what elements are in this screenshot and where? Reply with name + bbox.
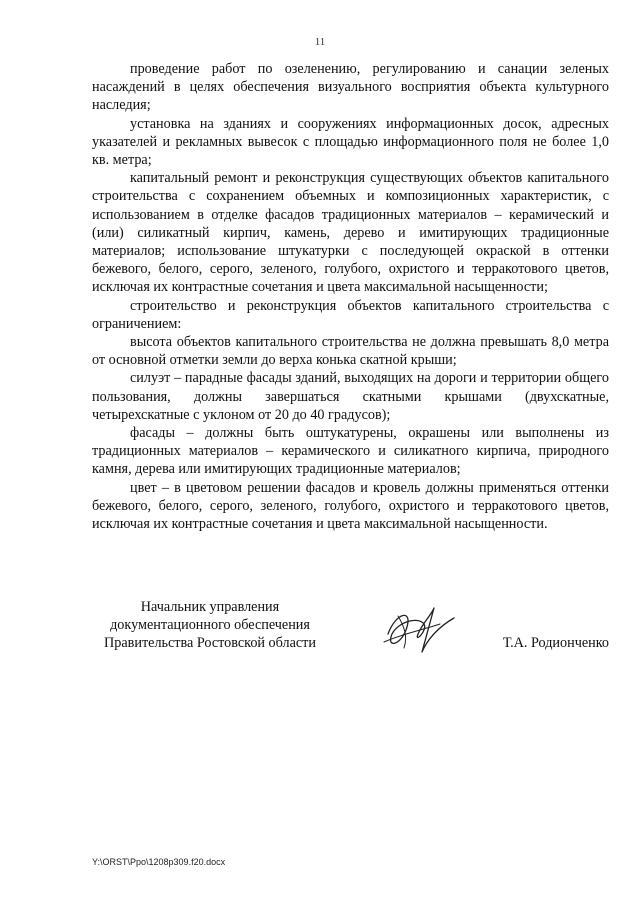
handwritten-signature xyxy=(378,604,460,656)
signer-position-line: Начальник управления xyxy=(140,599,280,615)
signer-position xyxy=(92,598,328,653)
paragraph: проведение работ по озеленению, регулированию и санации зеленых насаждений в целях обеспечения визуального восприятия объекта культурного наследия; xyxy=(92,61,609,114)
signer-position-line: Правительства Ростовской области xyxy=(104,635,316,652)
paragraph: капитальный ремонт и реконструкция существующих объектов капитального строительства с сохранением объемных и композиционных характеристик, с использованием в отделке фасадов традиционных материалов – керамический и (или) силикатный кирпич, камень, дерево и имитирующих традиционные материалов; использование штукатурки с последующей окраской в оттенки бежевого, белого, серого, зеленого, голубого, охристого и терракотового цветов, исключая их контрастные сочетания и цвета максимальной насыщенности; xyxy=(92,170,609,296)
signature-block xyxy=(0,598,640,658)
signer-name: Т.А. Родионченко xyxy=(502,635,609,651)
paragraph: цвет – в цветовом решении фасадов и кровель должны применяться оттенки бежевого, белого, серого, зеленого, голубого, охристого и терракотового цветов, исключая их контрастные сочетания и цвета максимальной насыщенности. xyxy=(92,479,609,533)
page-number: 11 xyxy=(314,36,326,48)
paragraph: установка на зданиях и сооружениях информационных досок, адресных указателей и рекламных вывесок с площадью информационного поля не более 1,0 кв. метра; xyxy=(92,115,609,169)
signer-position-line: документационного обеспечения xyxy=(110,617,310,634)
paragraph: строительство и реконструкция объектов капитального строительства с ограничением: xyxy=(92,297,609,332)
file-path: Y:\ORST\Ppo\1208p309.f20.docx xyxy=(92,857,226,867)
document-body xyxy=(92,60,609,533)
paragraph: фасады – должны быть оштукатурены, окрашены или выполнены из традиционных материалов – керамического и силикатного кирпича, природного камня, дерева или имитирующих традиционные материалов; xyxy=(92,425,609,478)
paragraph: высота объектов капитального строительства не должна превышать 8,0 метра от основной отметки земли до верха конька скатной крыши; xyxy=(92,334,609,369)
paragraph: силуэт – парадные фасады зданий, выходящих на дороги и территории общего пользования, должны завершаться скатными крышами (двухскатные, четырехскатные с уклоном от 20 до 40 градусов); xyxy=(92,370,609,423)
